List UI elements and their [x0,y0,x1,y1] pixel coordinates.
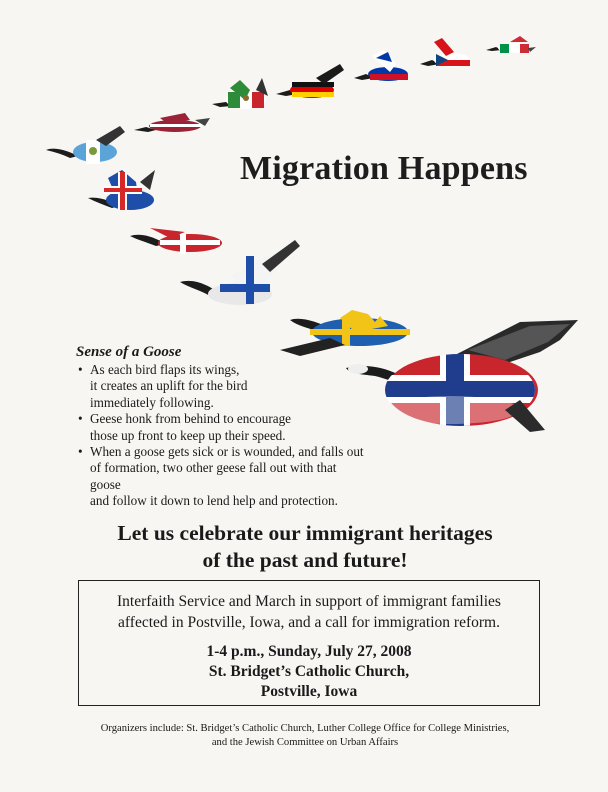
sense-list [78,362,368,510]
celebrate-line: of the past and future! [202,548,408,572]
goose-guatemala [46,126,125,164]
bullet-line: • When a goose gets sick or is wounded, and falls out [90,444,364,460]
organizers-note [60,722,550,750]
event-venue: St. Bridget’s Catholic Church, [208,663,410,680]
goose-czech [420,38,470,67]
celebrate-heading [40,520,570,574]
event-description [79,591,539,633]
page-title: Migration Happens [240,150,528,187]
goose-latvia [134,113,210,132]
list-item [78,411,368,444]
bullet-line: and follow it down to lend help and protection. [90,493,338,509]
bullet-line: • As each bird flaps its wings, [90,362,240,377]
event-description-line: affected in Postville, Iowa, and a call for immigration reform. [118,614,500,631]
celebrate-line: Let us celebrate our immigrant heritages [117,521,493,545]
event-details [79,642,539,702]
organizers-line: Organizers include: St. Bridget’s Catholic Church, Luther College Office for College Ministries, [100,723,510,734]
list-item [78,444,368,510]
event-time: 1-4 p.m., Sunday, July 27, 2008 [206,643,412,660]
goose-italy [486,36,536,53]
bullet-line: it creates an uplift for the bird [90,378,248,394]
bullet-line: of formation, two other geese fall out with that goose [90,460,337,492]
bullet-line: • Geese honk from behind to encourage [90,411,292,427]
bullet-line: those up front to keep up their speed. [90,427,286,443]
organizers-line: and the Jewish Committee on Urban Affairs [211,737,399,748]
goose-germany [276,64,344,98]
event-location: Postville, Iowa [260,683,358,700]
list-item [78,362,368,411]
event-box [78,580,540,706]
goose-philippines [354,50,408,81]
goose-denmark [130,228,222,254]
goose-sweden [280,310,410,356]
event-description-line: Interfaith Service and March in support of immigrant families [117,593,501,610]
bullet-line: immediately following. [90,394,214,410]
goose-iceland [88,170,155,210]
goose-mexico [212,78,268,109]
sense-heading: Sense of a Goose [76,344,182,360]
